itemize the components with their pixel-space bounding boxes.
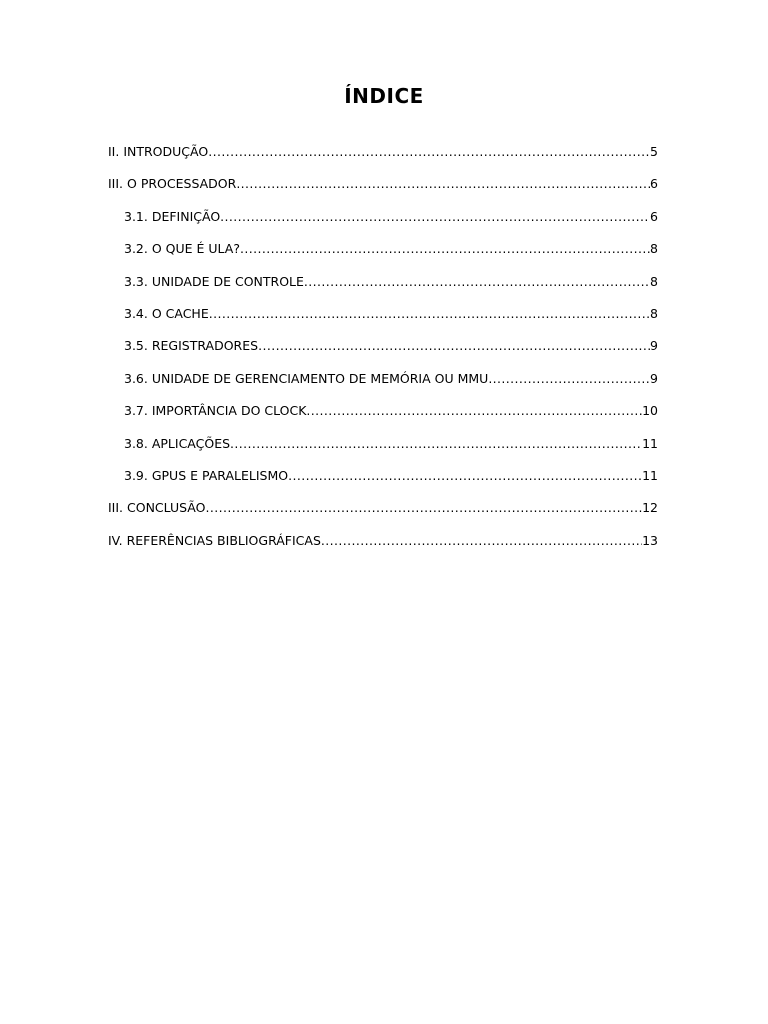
toc-entry-label: 3.3. UNIDADE DE CONTROLE: [124, 273, 304, 289]
toc-dot-leader: [306, 401, 642, 421]
toc-page-number: 8: [650, 241, 658, 257]
toc-page-number: 12: [642, 500, 658, 516]
toc-entry-label: 3.7. IMPORTÂNCIA DO CLOCK: [124, 403, 307, 419]
toc-dot-leader: [258, 336, 650, 356]
toc-page-number: 9: [650, 370, 658, 386]
toc-page-number: 9: [650, 338, 658, 354]
toc-entry-label: 3.1. DEFINIÇÃO: [124, 208, 221, 224]
toc-page-number: 8: [650, 273, 658, 289]
toc-dot-leader: [321, 531, 642, 551]
toc-dot-leader: [230, 434, 642, 454]
toc-dot-leader: [205, 498, 642, 518]
toc-entry-importancia-do-clock: [108, 401, 658, 433]
toc-entry-label: 3.6. UNIDADE DE GERENCIAMENTO DE MEMÓRIA OU MMU: [124, 370, 489, 386]
table-of-contents: [108, 142, 658, 563]
toc-page-number: 6: [650, 208, 658, 224]
toc-page-number: 5: [650, 144, 658, 159]
toc-entry-label: II. INTRODUÇÃO: [108, 144, 209, 159]
toc-dot-leader: [488, 369, 650, 389]
toc-entry-gpus-e-paralelismo: [108, 466, 658, 498]
toc-entry-label: 3.5. REGISTRADORES: [124, 338, 259, 354]
toc-entry-o-cache: [108, 304, 658, 336]
toc-entry-label: 3.2. O QUE É ULA?: [124, 241, 240, 257]
page-title: ÍNDICE: [344, 84, 424, 108]
toc-entry-referencias: [108, 531, 658, 563]
toc-entry-conclusao: [108, 498, 658, 530]
toc-entry-definicao: [108, 207, 658, 239]
toc-page-number: 11: [642, 435, 658, 451]
toc-dot-leader: [304, 272, 650, 292]
toc-entry-o-que-e-ula: [108, 239, 658, 271]
toc-entry-label: IV. REFERÊNCIAS BIBLIOGRÁFICAS: [108, 532, 321, 548]
toc-entry-o-processador: [108, 174, 658, 206]
toc-entry-aplicacoes: [108, 434, 658, 466]
toc-entry-mmu: [108, 369, 658, 401]
toc-dot-leader: [220, 207, 650, 227]
toc-entry-label: 3.4. O CACHE: [124, 305, 209, 321]
toc-dot-leader: [240, 239, 650, 259]
toc-dot-leader: [236, 174, 650, 194]
toc-dot-leader: [209, 304, 650, 324]
toc-dot-leader: [208, 142, 650, 162]
toc-entry-introducao: [108, 142, 658, 174]
toc-entry-unidade-de-controle: [108, 272, 658, 304]
toc-page-number: 10: [642, 403, 658, 419]
toc-entry-label: III. CONCLUSÃO: [108, 500, 206, 516]
toc-page-number: 8: [650, 305, 658, 321]
toc-page-number: 6: [650, 176, 658, 192]
toc-page-number: 11: [642, 467, 658, 483]
toc-page-number: 13: [642, 532, 658, 548]
toc-entry-registradores: [108, 336, 658, 368]
toc-dot-leader: [288, 466, 642, 486]
toc-entry-label: III. O PROCESSADOR: [108, 176, 237, 192]
toc-entry-label: 3.9. GPUS E PARALELISMO: [124, 467, 289, 483]
toc-entry-label: 3.8. APLICAÇÕES: [124, 435, 231, 451]
